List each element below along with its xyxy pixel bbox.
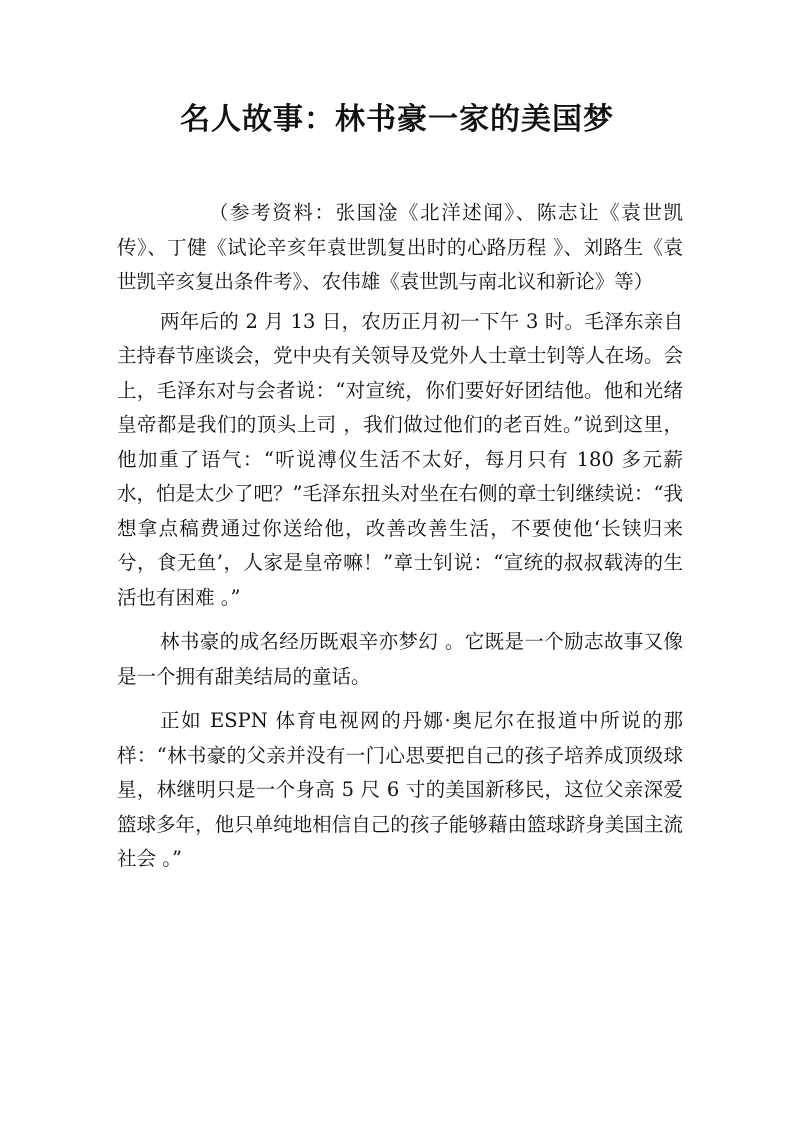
body-paragraph-3: 正如 ESPN 体育电视网的丹娜·奥尼尔在报道中所说的那样：“林书豪的父亲并没有一门心思要把自己的孩子培养成顶级球星，林继明只是一个身高 5 尺 6 寸的美国新移民，这位父亲深爱篮球多年，他只单纯地相信自己的孩子能够藉由篮球跻身美国主流社会 。”	[117, 709, 683, 870]
document-body	[117, 196, 683, 877]
body-paragraph-2: 林书豪的成名经历既艰辛亦梦幻 。它既是一个励志故事又像是一个拥有甜美结局的童话。	[117, 630, 683, 688]
document-title: 名人故事：林书豪一家的美国梦	[180, 102, 614, 137]
body-paragraph-1: 两年后的 2 月 13 日，农历正月初一下午 3 时。毛泽东亲自主持春节座谈会，党中央有关领导及党外人士章士钊等人在场。会上，毛泽东对与会者说：“对宣统，你们要好好团结他。他和光绪皇帝都是我们的顶头上司 ，我们做过他们的老百姓。”说到这里，他加重了语气：“听说溥仪生活不太好，每月只有 180 多元薪水，怕是太少了吧？”毛泽东扭头对坐在右侧的章士钊继续说：“我想拿点稿费通过你送给他，改善改善生活，不要使他‘长铗归来兮，食无鱼’，人家是皇帝嘛！”章士钊说：“宣统的叔叔载涛的生活也有困难 。”	[117, 309, 683, 609]
reference-paragraph: （参考资料：张国淦《北洋述闻》、陈志让《袁世凯传》、丁健《试论辛亥年袁世凯复出时的心路历程 》、刘路生《袁世凯辛亥复出条件考》、农伟雄《袁世凯与南北议和新论》等）	[117, 201, 683, 293]
